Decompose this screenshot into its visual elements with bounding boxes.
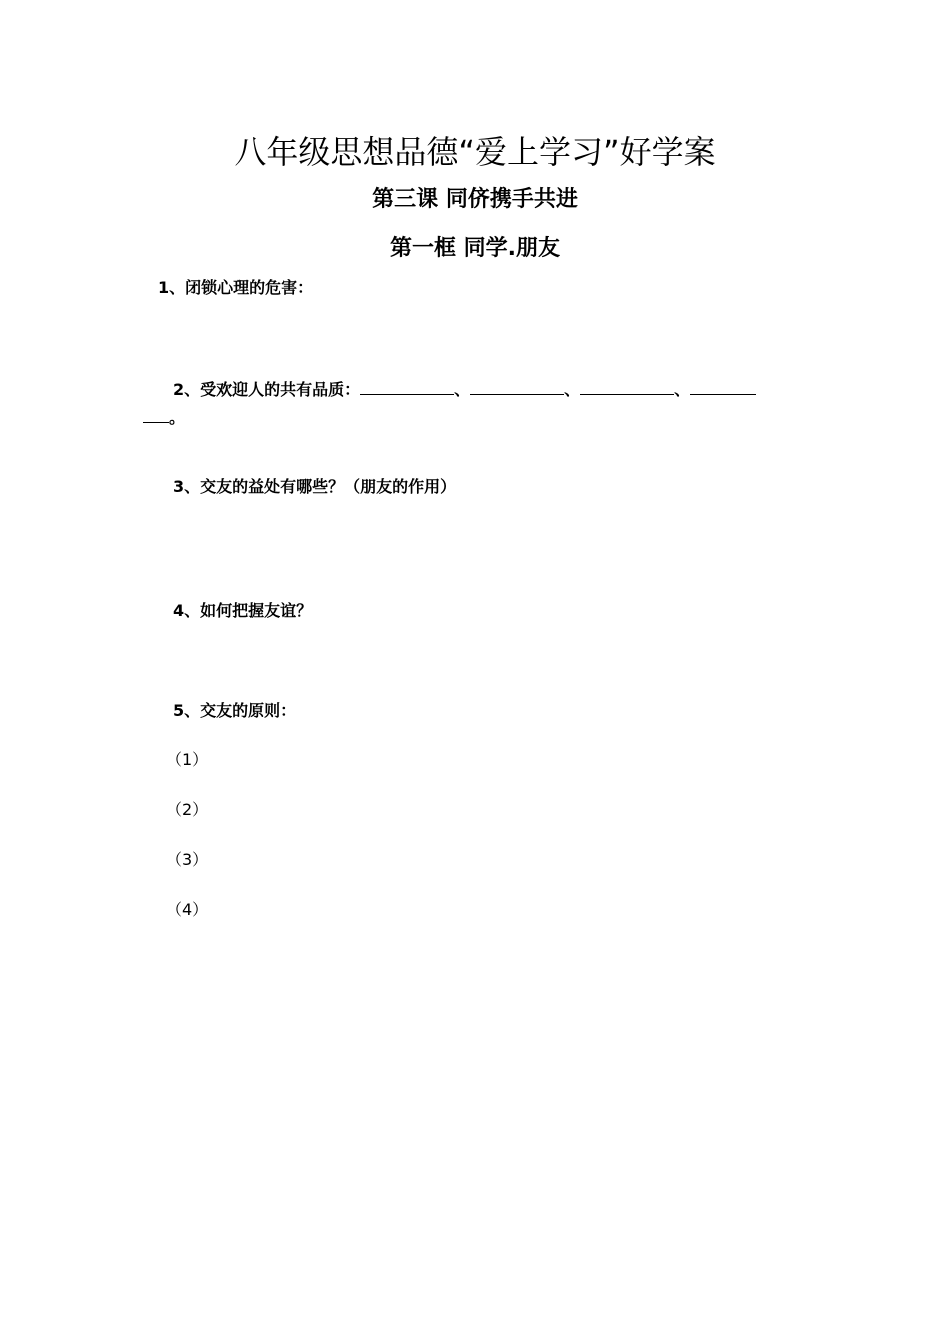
blank-separator: 、 <box>454 380 471 399</box>
answer-blank-2[interactable] <box>470 376 564 395</box>
principle-item-4: （4） <box>166 900 209 919</box>
question-1: 1、闭锁心理的危害： <box>158 278 314 297</box>
section-heading: 第一框 同学.朋友 <box>389 236 561 261</box>
question-5: 5、交友的原则： <box>173 701 297 720</box>
question-2 <box>173 376 756 402</box>
lesson-heading: 第三课 同侪携手共进 <box>372 187 578 212</box>
blank-separator: 、 <box>564 380 581 399</box>
answer-blank-3[interactable] <box>580 376 674 395</box>
blank-separator: 、 <box>674 380 691 399</box>
principle-item-2: （2） <box>166 800 209 819</box>
principle-item-3: （3） <box>166 850 209 869</box>
question-4: 4、如何把握友谊？ <box>173 601 313 620</box>
question-2-continuation <box>143 404 185 430</box>
answer-blank-4[interactable] <box>690 376 756 395</box>
question-2-label: 2、受欢迎人的共有品质： <box>173 380 361 399</box>
principle-item-1: （1） <box>166 750 209 769</box>
answer-blank-4-cont[interactable] <box>143 404 169 423</box>
question-2-end: 。 <box>169 408 186 427</box>
question-3: 3、交友的益处有哪些？（朋友的作用） <box>173 477 457 496</box>
answer-blank-1[interactable] <box>360 376 454 395</box>
document-title: 八年级思想品德“爱上学习”好学案 <box>234 133 716 171</box>
